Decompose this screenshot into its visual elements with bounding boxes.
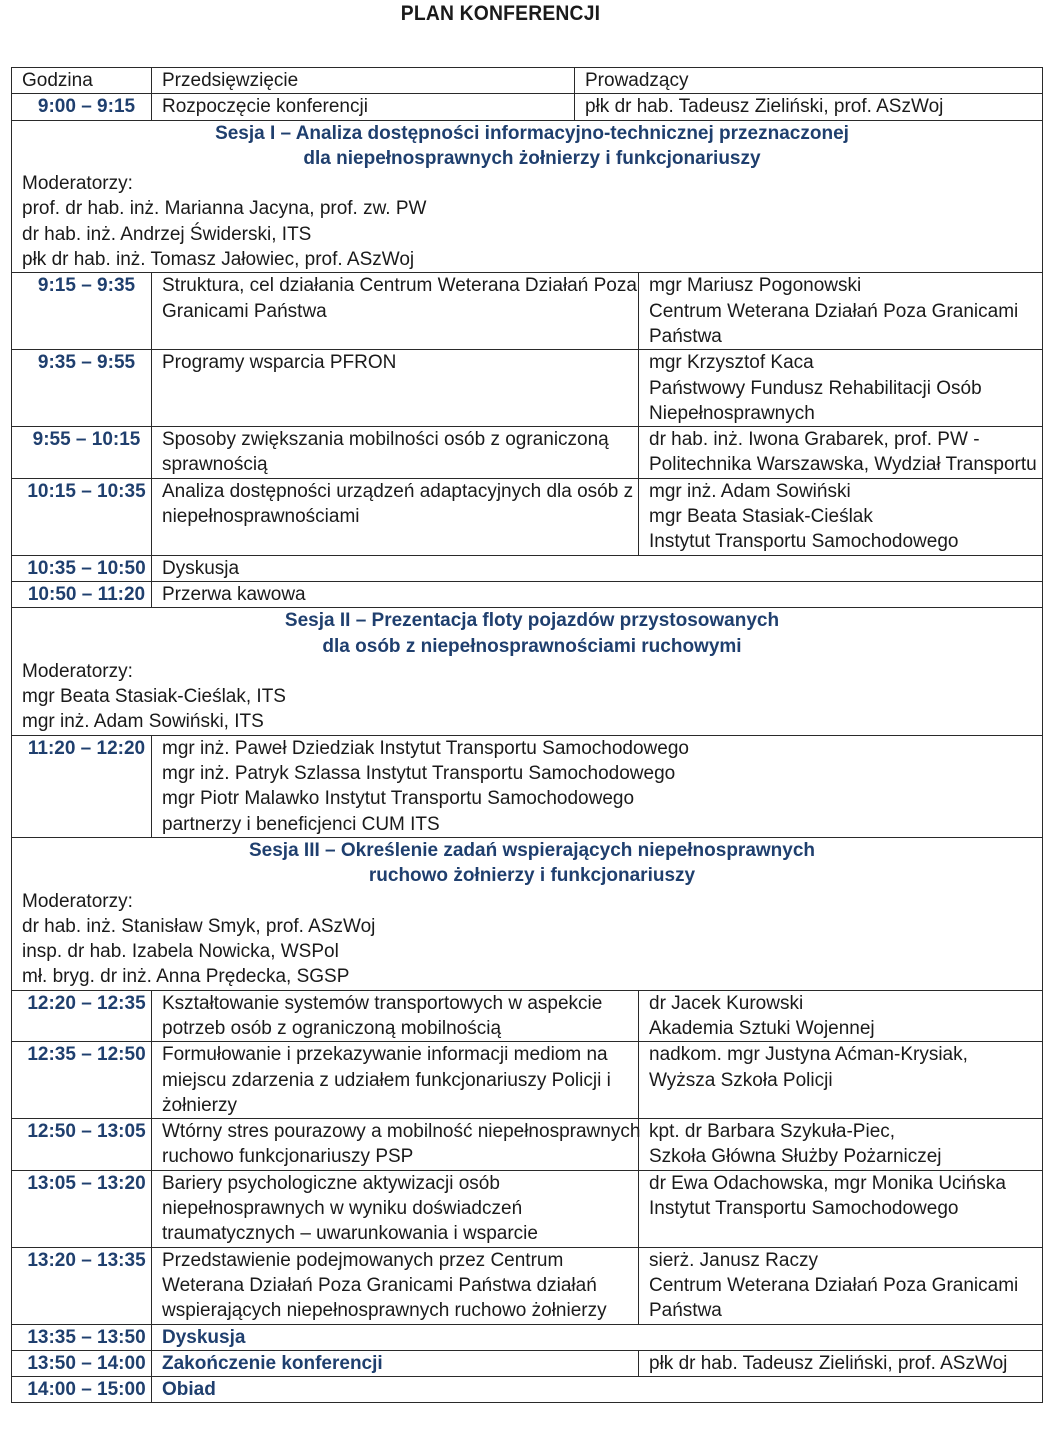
row-event (152, 735, 1043, 837)
table-row (12, 1350, 1043, 1376)
row-event (152, 478, 639, 555)
table-row (12, 1324, 1043, 1350)
host-line: Instytut Transportu Samochodowego (649, 531, 959, 553)
event-line: partnerzy i beneficjenci CUM ITS (162, 813, 440, 835)
row-time: 13:50 – 14:00 (12, 1350, 152, 1376)
event-line: Struktura, cel działania Centrum Weterana Działań Poza (162, 275, 637, 297)
moderator: prof. dr hab. inż. Marianna Jacyna, prof. zw. PW (22, 198, 427, 220)
row-time: 9:35 – 9:55 (12, 350, 152, 427)
row-time: 14:00 – 15:00 (12, 1377, 152, 1403)
session-title: ruchowo żołnierzy i funkcjonariuszy (368, 865, 696, 887)
header-host: Prowadzący (575, 68, 1043, 94)
event-line: żołnierzy (162, 1094, 237, 1116)
session-title: dla niepełnosprawnych żołnierzy i funkcjonariuszy (303, 147, 761, 169)
session-row (12, 837, 1043, 990)
row-event (152, 1042, 639, 1119)
event-line: Programy wsparcia PFRON (162, 352, 397, 374)
table-row (12, 273, 1043, 350)
host-line: Państwowy Fundusz Rehabilitacji Osób (649, 377, 982, 399)
row-time: 11:20 – 12:20 (12, 735, 152, 837)
event-line: Analiza dostępności urządzeń adaptacyjnych dla osób z (162, 480, 634, 502)
row-host (639, 1119, 1043, 1171)
row-time: 10:50 – 11:20 (12, 581, 152, 607)
row-host (639, 427, 1043, 479)
row-host (639, 990, 1043, 1042)
event-line: Formułowanie i przekazywanie informacji mediom na (162, 1044, 608, 1066)
moderator: mgr Beata Stasiak-Cieślak, ITS (22, 686, 286, 708)
row-host (639, 1042, 1043, 1119)
row-host: płk dr hab. Tadeusz Zieliński, prof. ASzWoj (639, 1350, 1043, 1376)
moderator: mgr inż. Adam Sowiński, ITS (22, 711, 264, 733)
row-host (639, 478, 1043, 555)
host-line: Państwa (649, 1300, 722, 1322)
table-row (12, 94, 1043, 120)
moderator: mł. bryg. dr inż. Anna Prędecka, SGSP (22, 966, 350, 988)
row-event: Zakończenie konferencji (152, 1350, 639, 1376)
row-time: 10:35 – 10:50 (12, 555, 152, 581)
host-line: Niepełnosprawnych (649, 402, 815, 424)
row-time: 13:20 – 13:35 (12, 1247, 152, 1324)
row-time: 12:50 – 13:05 (12, 1119, 152, 1171)
session-title: Sesja I – Analiza dostępności informacyjno-technicznej przeznaczonej (215, 122, 849, 144)
host-line: Centrum Weterana Działań Poza Granicami (649, 1274, 1019, 1296)
row-time: 12:35 – 12:50 (12, 1042, 152, 1119)
host-line: Szkoła Główna Służby Pożarniczej (649, 1146, 942, 1168)
session-title: Sesja III – Określenie zadań wspierających niepełnosprawnych (248, 839, 816, 861)
moderator: dr hab. inż. Stanisław Smyk, prof. ASzWoj (22, 915, 376, 937)
table-row (12, 350, 1043, 427)
moderator: insp. dr hab. Izabela Nowicka, WSPol (22, 941, 339, 963)
host-line: mgr Krzysztof Kaca (649, 352, 814, 374)
event-line: potrzeb osób z ograniczoną mobilnością (162, 1017, 502, 1039)
event-line: Weterana Działań Poza Granicami Państwa działań (162, 1274, 597, 1296)
table-header-row (12, 68, 1043, 94)
session-title: dla osób z niepełnosprawnościami ruchowymi (322, 635, 742, 657)
event-line: Przedstawienie podejmowanych przez Centrum (162, 1249, 564, 1271)
host-line: Instytut Transportu Samochodowego (649, 1198, 959, 1220)
moderators-label: Moderatorzy: (22, 173, 133, 195)
row-host: płk dr hab. Tadeusz Zieliński, prof. ASzWoj (575, 94, 1043, 120)
row-event (152, 427, 639, 479)
moderators-label: Moderatorzy: (22, 660, 133, 682)
host-line: kpt. dr Barbara Szykuła-Piec, (649, 1121, 896, 1143)
event-line: mgr inż. Paweł Dziedziak Instytut Transportu Samochodowego (162, 737, 689, 759)
row-host (639, 1247, 1043, 1324)
row-event (152, 1170, 639, 1247)
moderator: dr hab. inż. Andrzej Świderski, ITS (22, 223, 312, 245)
row-event: Dyskusja (152, 555, 1043, 581)
moderator: płk dr hab. inż. Tomasz Jałowiec, prof. ASzWoj (22, 249, 415, 271)
event-line: niepełnosprawnych w wyniku doświadczeń (162, 1198, 523, 1220)
row-event (152, 1247, 639, 1324)
row-time: 13:05 – 13:20 (12, 1170, 152, 1247)
event-line: Kształtowanie systemów transportowych w aspekcie (162, 992, 603, 1014)
session-cell (12, 837, 1043, 990)
page-title: PLAN KONFERENCJI (400, 2, 601, 25)
row-host (639, 1170, 1043, 1247)
row-event: Obiad (152, 1377, 1043, 1403)
row-event: Przerwa kawowa (152, 581, 1043, 607)
host-line: nadkom. mgr Justyna Aćman-Krysiak, (649, 1044, 968, 1066)
session-row (12, 120, 1043, 273)
header-event: Przedsięwzięcie (152, 68, 575, 94)
session-cell (12, 120, 1043, 273)
event-line: Wtórny stres pourazowy a mobilność niepełnosprawnych (162, 1121, 641, 1143)
table-row (12, 1247, 1043, 1324)
event-line: ruchowo funkcjonariuszy PSP (162, 1146, 414, 1168)
row-time: 9:00 – 9:15 (12, 94, 152, 120)
host-line: dr Ewa Odachowska, mgr Monika Ucińska (649, 1172, 1006, 1194)
host-line: sierż. Janusz Raczy (649, 1249, 818, 1271)
host-line: Centrum Weterana Działań Poza Granicami (649, 300, 1019, 322)
row-time: 12:20 – 12:35 (12, 990, 152, 1042)
row-event (152, 350, 639, 427)
host-line: Państwa (649, 325, 722, 347)
host-line: dr hab. inż. Iwona Grabarek, prof. PW - (649, 429, 980, 451)
host-line: dr Jacek Kurowski (649, 992, 804, 1014)
event-line: miejscu zdarzenia z udziałem funkcjonariuszy Policji i (162, 1069, 611, 1091)
conference-plan-table (11, 67, 1043, 1403)
event-line: wspierających niepełnosprawnych ruchowo żołnierzy (162, 1300, 607, 1322)
header-time: Godzina (12, 68, 152, 94)
row-host (639, 273, 1043, 350)
row-event: Dyskusja (152, 1324, 1043, 1350)
host-line: Politechnika Warszawska, Wydział Transportu (649, 454, 1037, 476)
table-row (12, 735, 1043, 837)
row-time: 9:15 – 9:35 (12, 273, 152, 350)
row-event (152, 990, 639, 1042)
event-line: Bariery psychologiczne aktywizacji osób (162, 1172, 500, 1194)
table-row (12, 990, 1043, 1042)
row-event: Rozpoczęcie konferencji (152, 94, 575, 120)
host-line: Akademia Sztuki Wojennej (649, 1017, 875, 1039)
host-line: mgr Mariusz Pogonowski (649, 275, 862, 297)
table-row (12, 581, 1043, 607)
event-line: traumatycznych – uwarunkowania i wsparcie (162, 1223, 538, 1245)
table-row (12, 1042, 1043, 1119)
row-host (639, 350, 1043, 427)
event-line: mgr Piotr Malawko Instytut Transportu Samochodowego (162, 788, 635, 810)
table-row (12, 1119, 1043, 1171)
table-row (12, 478, 1043, 555)
session-title: Sesja II – Prezentacja floty pojazdów przystosowanych (284, 610, 780, 632)
moderators-label: Moderatorzy: (22, 890, 133, 912)
host-line: mgr inż. Adam Sowiński (649, 480, 851, 502)
table-row (12, 427, 1043, 479)
row-time: 13:35 – 13:50 (12, 1324, 152, 1350)
row-event (152, 273, 639, 350)
table-row (12, 555, 1043, 581)
event-line: Sposoby zwiększania mobilności osób z ograniczoną (162, 429, 609, 451)
event-line: mgr inż. Patryk Szlassa Instytut Transportu Samochodowego (162, 763, 676, 785)
host-line: Wyższa Szkoła Policji (649, 1069, 833, 1091)
event-line: niepełnosprawnościami (162, 506, 360, 528)
session-cell (12, 608, 1043, 735)
row-event (152, 1119, 639, 1171)
row-time: 9:55 – 10:15 (12, 427, 152, 479)
table-row (12, 1170, 1043, 1247)
host-line: mgr Beata Stasiak-Cieślak (649, 506, 873, 528)
session-row (12, 608, 1043, 735)
row-time: 10:15 – 10:35 (12, 478, 152, 555)
event-line: Granicami Państwa (162, 300, 327, 322)
table-row (12, 1377, 1043, 1403)
event-line: sprawnością (162, 454, 268, 476)
